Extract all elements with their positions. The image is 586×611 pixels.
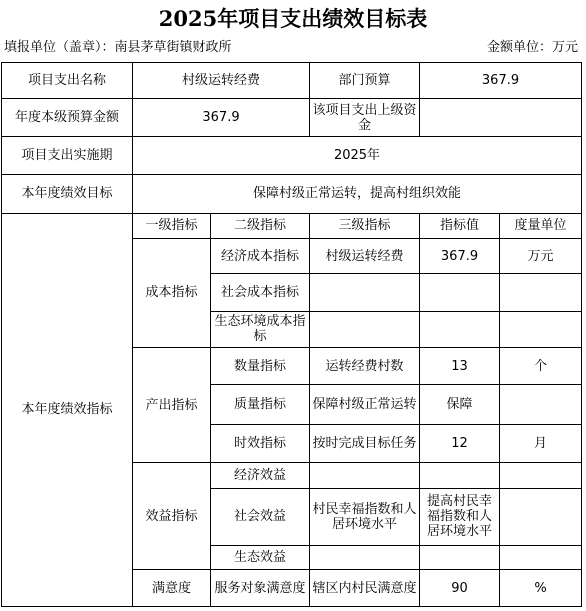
output-quantity-value: 13: [420, 348, 500, 385]
output-quantity-level3: 运转经费村数: [310, 348, 420, 385]
table-row: [2, 175, 582, 213]
output-quality-level3: 保障村级正常运转: [310, 385, 420, 424]
table-row: [2, 63, 582, 99]
header-level1: 一级指标: [133, 213, 211, 238]
performance-target-table: [1, 62, 582, 607]
benefit-economic-unit: [500, 463, 582, 488]
benefit-economic-level3: [310, 463, 420, 488]
amount-unit: 金额单位：万元: [486, 40, 578, 55]
header-level2: 二级指标: [211, 213, 310, 238]
annual-budget-label: 年度本级预算金额: [2, 99, 133, 136]
benefit-economic-level2: 经济效益: [211, 463, 310, 488]
superior-funds-label: 该项目支出上级资金: [310, 99, 420, 136]
period-label: 项目支出实施期: [2, 136, 133, 174]
header-unit: 度量单位: [500, 213, 582, 238]
cost-ecological-value: [420, 311, 500, 347]
output-quality-value: 保障: [420, 385, 500, 424]
period-value: 2025年: [133, 136, 582, 174]
benefit-ecological-level2: 生态效益: [211, 546, 310, 570]
reporting-unit: 填报单位（盖章）：南县茅草街镇财政所: [4, 40, 232, 55]
benefit-ecological-value: [420, 546, 500, 570]
indicators-section-label: 本年度绩效指标: [2, 213, 133, 606]
cost-economic-level3: 村级运转经费: [310, 238, 420, 273]
benefit-social-level3: 村民幸福指数和人居环境水平: [310, 488, 420, 546]
project-name-label: 项目支出名称: [2, 63, 133, 99]
satisfaction-level3: 辖区内村民满意度: [310, 570, 420, 607]
benefit-ecological-level3: [310, 546, 420, 570]
benefit-social-unit: [500, 488, 582, 546]
goal-label: 本年度绩效目标: [2, 175, 133, 213]
project-name-value: 村级运转经费: [133, 63, 310, 99]
benefit-economic-value: [420, 463, 500, 488]
output-quantity-level2: 数量指标: [211, 348, 310, 385]
cost-economic-level2: 经济成本指标: [211, 238, 310, 273]
cost-ecological-level2: 生态环境成本指标: [211, 311, 310, 347]
superior-funds-value: [420, 99, 582, 136]
annual-budget-value: 367.9: [133, 99, 310, 136]
header-level3: 三级指标: [310, 213, 420, 238]
output-timeliness-value: 12: [420, 424, 500, 462]
benefit-social-level2: 社会效益: [211, 488, 310, 546]
output-timeliness-level3: 按时完成目标任务: [310, 424, 420, 462]
output-indicator-label: 产出指标: [133, 348, 211, 463]
output-quantity-unit: 个: [500, 348, 582, 385]
satisfaction-level2: 服务对象满意度: [211, 570, 310, 607]
table-row: [2, 136, 582, 174]
table-row: [2, 213, 582, 238]
header-value: 指标值: [420, 213, 500, 238]
dept-budget-label: 部门预算: [310, 63, 420, 99]
cost-indicator-label: 成本指标: [133, 238, 211, 347]
page-title: 2025年项目支出绩效目标表: [158, 6, 428, 31]
cost-economic-value: 367.9: [420, 238, 500, 273]
output-quality-level2: 质量指标: [211, 385, 310, 424]
dept-budget-value: 367.9: [420, 63, 582, 99]
cost-economic-unit: 万元: [500, 238, 582, 273]
satisfaction-value: 90: [420, 570, 500, 607]
goal-value: 保障村级正常运转，提高村组织效能: [133, 175, 582, 213]
cost-social-level2: 社会成本指标: [211, 274, 310, 311]
cost-social-value: [420, 274, 500, 311]
benefit-indicator-label: 效益指标: [133, 463, 211, 570]
benefit-social-value: 提高村民幸福指数和人居环境水平: [420, 488, 500, 546]
satisfaction-label: 满意度: [133, 570, 211, 607]
cost-social-unit: [500, 274, 582, 311]
output-timeliness-level2: 时效指标: [211, 424, 310, 462]
output-timeliness-unit: 月: [500, 424, 582, 462]
cost-social-level3: [310, 274, 420, 311]
benefit-ecological-unit: [500, 546, 582, 570]
cost-ecological-level3: [310, 311, 420, 347]
satisfaction-unit: %: [500, 570, 582, 607]
output-quality-unit: [500, 385, 582, 424]
cost-ecological-unit: [500, 311, 582, 347]
table-row: [2, 99, 582, 136]
